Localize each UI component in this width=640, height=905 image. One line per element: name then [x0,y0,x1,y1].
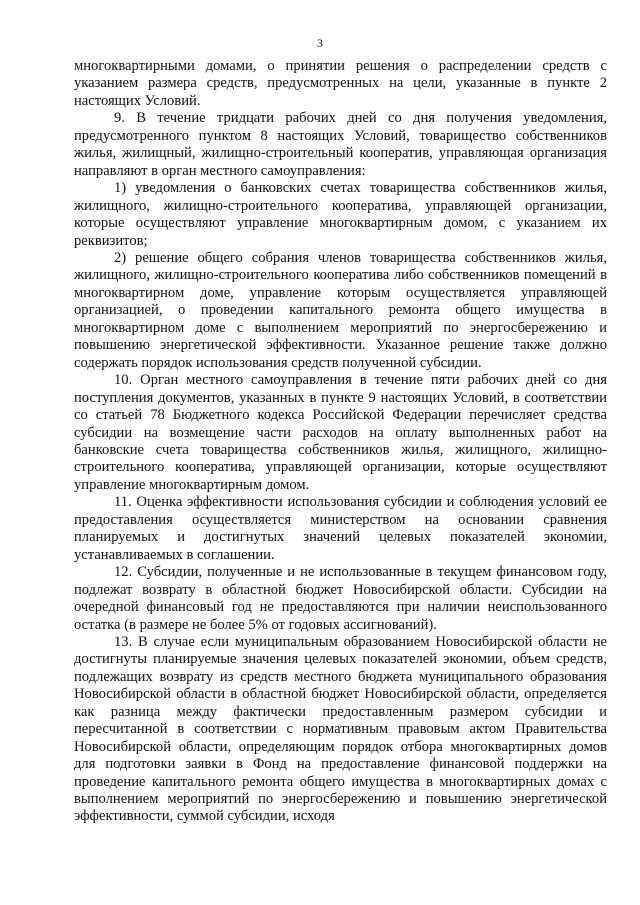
document-body [74,58,607,826]
paragraph-continuation: многоквартирными домами, о принятии решения о распределении средств с указанием размера средств, предусмотренных на цели, указанные в пункте 2 настоящих Условий. [74,58,607,109]
page-number: 3 [317,36,323,50]
paragraph-item-12: 12. Субсидии, полученные и не использованные в текущем финансовом году, подлежат возврату в областной бюджет Новосибирской области. Субсидии на очередной финансовый год не предоставляются при наличии неиспользованного остатка (в размере не более 5% от годовых ассигнований). [74,564,607,633]
paragraph-item-9: 9. В течение тридцати рабочих дней со дня получения уведомления, предусмотренного пунктом 8 настоящих Условий, товарищество собственников жилья, жилищный, жилищно-строительный кооператив, управляющая организация направляют в орган местного самоуправления: [74,110,607,179]
paragraph-subitem-1: 1) уведомления о банковских счетах товарищества собственников жилья, жилищного, жилищно-строительного кооператива, управляющей организации, которые осуществляют управление многоквартирным домом, с указанием их реквизитов; [74,180,607,249]
paragraph-item-13: 13. В случае если муниципальным образованием Новосибирской области не достигнуты планируемые значения целевых показателей экономии, объем средств, подлежащих возврату из средств местного бюджета муниципального образования Новосибирской области в областной бюджет Новосибирской области, определяется как разница между фактически предоставленным размером субсидии и пересчитанной в соответствии с нормативным правовым актом Правительства Новосибирской области, определяющим порядок отбора многоквартирных домов для подготовки заявки в Фонд на предоставление финансовой поддержки на проведение капитального ремонта общего имущества в многоквартирных домах с выполнением мероприятий по энергосбережению и повышению энергетической эффективности, суммой субсидии, исходя [74,633,607,825]
paragraph-subitem-2: 2) решение общего собрания членов товарищества собственников жилья, жилищного, жилищно-строительного кооператива либо собственников помещений в многоквартирном доме, управление которым осуществляется управляющей организацией, о проведении капитального ремонта общего имущества в многоквартирном доме с выполнением мероприятий по энергосбережению и повышению энергетической эффективности. Указанное решение также должно содержать порядок использования средств полученной субсидии. [74,249,607,371]
paragraph-item-11: 11. Оценка эффективности использования субсидии и соблюдения условий ее предоставления осуществляется министерством на основании сравнения планируемых и достигнутых значений целевых показателей экономии, устанавливаемых в соглашении. [74,494,607,563]
paragraph-item-10: 10. Орган местного самоуправления в течение пяти рабочих дней со дня поступления документов, указанных в пункте 9 настоящих Условий, в соответствии со статьей 78 Бюджетного кодекса Российской Федерации перечисляет средства субсидии на возмещение части расходов на оплату выполненных работ на банковские счета товарищества собственников жилья, жилищного, жилищно-строительного кооператива, управляющей организации, которые осуществляют управление многоквартирным домом. [74,372,607,493]
